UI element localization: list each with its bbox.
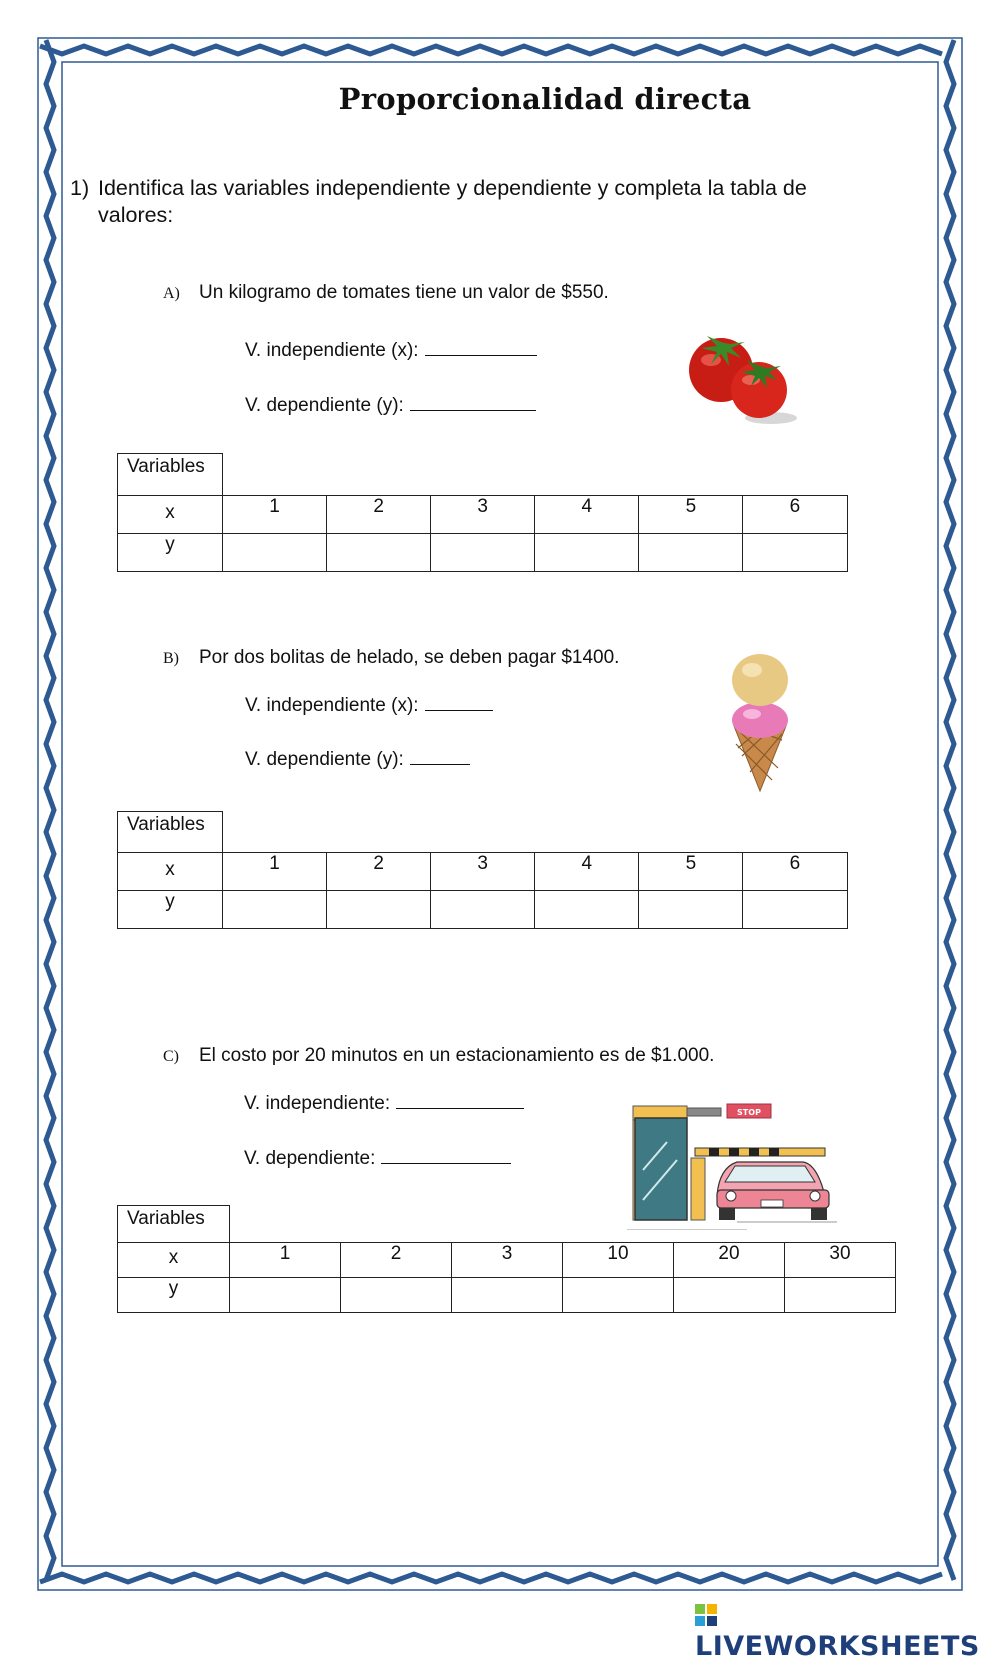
liveworksheets-watermark (695, 1600, 1000, 1662)
section-letter: C) (163, 1048, 179, 1065)
x-label: x (118, 853, 223, 891)
section-a-table (117, 453, 848, 572)
table-header-variables: Variables (118, 454, 223, 496)
y-input-cell[interactable] (341, 1278, 452, 1313)
y-input-cell[interactable] (563, 1278, 674, 1313)
section-letter: B) (163, 650, 179, 667)
section-c-statement (163, 1045, 714, 1067)
y-input-cell[interactable] (639, 891, 743, 929)
independent-blank[interactable] (425, 337, 537, 356)
x-value-cell: 5 (639, 853, 743, 891)
y-input-cell[interactable] (223, 891, 327, 929)
independent-label: V. independiente (x): (245, 340, 419, 361)
section-c-independent (244, 1090, 524, 1115)
dependent-label: V. dependiente: (244, 1148, 376, 1169)
independent-label: V. independiente (x): (245, 695, 419, 716)
independent-blank[interactable] (425, 692, 493, 711)
question-number: 1) (70, 176, 90, 200)
table-header-variables: Variables (118, 812, 223, 853)
statement-text: Un kilogramo de tomates tiene un valor de $550. (199, 282, 609, 303)
table-header-variables: Variables (118, 1206, 230, 1243)
ice-cream-cone-image (728, 648, 792, 793)
y-input-cell[interactable] (743, 534, 847, 572)
x-value-cell: 2 (341, 1243, 452, 1278)
section-c-table (117, 1205, 896, 1313)
watermark-text: LIVEWORKSHEETS (695, 1631, 980, 1662)
question-text: Identifica las variables independiente y dependiente y completa la tabla de valores: (98, 176, 807, 227)
section-b-dependent (245, 746, 470, 771)
y-input-cell[interactable] (223, 534, 327, 572)
dependent-blank[interactable] (381, 1145, 511, 1164)
section-a-dependent (245, 392, 536, 417)
y-input-cell[interactable] (431, 891, 535, 929)
x-value-cell: 3 (452, 1243, 563, 1278)
x-value-cell: 2 (327, 853, 431, 891)
dependent-label: V. dependiente (y): (245, 749, 404, 770)
x-value-cell: 3 (431, 496, 535, 534)
y-input-cell[interactable] (674, 1278, 785, 1313)
section-a-independent (245, 337, 537, 362)
x-value-cell: 2 (327, 496, 431, 534)
y-input-cell[interactable] (639, 534, 743, 572)
section-b-independent (245, 692, 493, 717)
question-1 (70, 175, 870, 229)
x-value-cell: 20 (674, 1243, 785, 1278)
dependent-blank[interactable] (410, 746, 470, 765)
x-value-cell: 4 (535, 853, 639, 891)
y-input-cell[interactable] (431, 534, 535, 572)
x-value-cell: 6 (743, 853, 847, 891)
x-value-cell: 1 (223, 853, 327, 891)
x-value-cell: 3 (431, 853, 535, 891)
y-input-cell[interactable] (230, 1278, 341, 1313)
x-value-cell: 10 (563, 1243, 674, 1278)
section-b-table (117, 811, 848, 929)
section-b-statement (163, 647, 619, 669)
dependent-label: V. dependiente (y): (245, 395, 404, 416)
y-label: y (118, 1278, 230, 1313)
x-value-cell: 6 (743, 496, 847, 534)
y-input-cell[interactable] (785, 1278, 896, 1313)
stop-sign-text: STOP (737, 1108, 761, 1117)
section-c-dependent (244, 1145, 511, 1170)
independent-label: V. independiente: (244, 1093, 391, 1114)
x-label: x (118, 496, 223, 534)
section-letter: A) (163, 285, 180, 302)
x-value-cell: 30 (785, 1243, 896, 1278)
y-input-cell[interactable] (327, 534, 431, 572)
x-value-cell: 1 (230, 1243, 341, 1278)
x-label: x (118, 1243, 230, 1278)
page-title: Proporcionalidad directa (338, 82, 752, 116)
statement-text: Por dos bolitas de helado, se deben pagar $1400. (199, 647, 620, 668)
y-input-cell[interactable] (327, 891, 431, 929)
tomatoes-image (683, 330, 803, 430)
independent-blank[interactable] (396, 1090, 524, 1109)
section-a-statement (163, 282, 609, 304)
liveworksheets-logo-icon (695, 1604, 717, 1626)
x-value-cell: 5 (639, 496, 743, 534)
x-value-cell: 4 (535, 496, 639, 534)
statement-text: El costo por 20 minutos en un estacionamiento es de $1.000. (199, 1045, 715, 1066)
y-label: y (118, 891, 223, 929)
y-input-cell[interactable] (743, 891, 847, 929)
y-input-cell[interactable] (452, 1278, 563, 1313)
y-input-cell[interactable] (535, 891, 639, 929)
y-label: y (118, 534, 223, 572)
dependent-blank[interactable] (410, 392, 536, 411)
y-input-cell[interactable] (535, 534, 639, 572)
x-value-cell: 1 (223, 496, 327, 534)
